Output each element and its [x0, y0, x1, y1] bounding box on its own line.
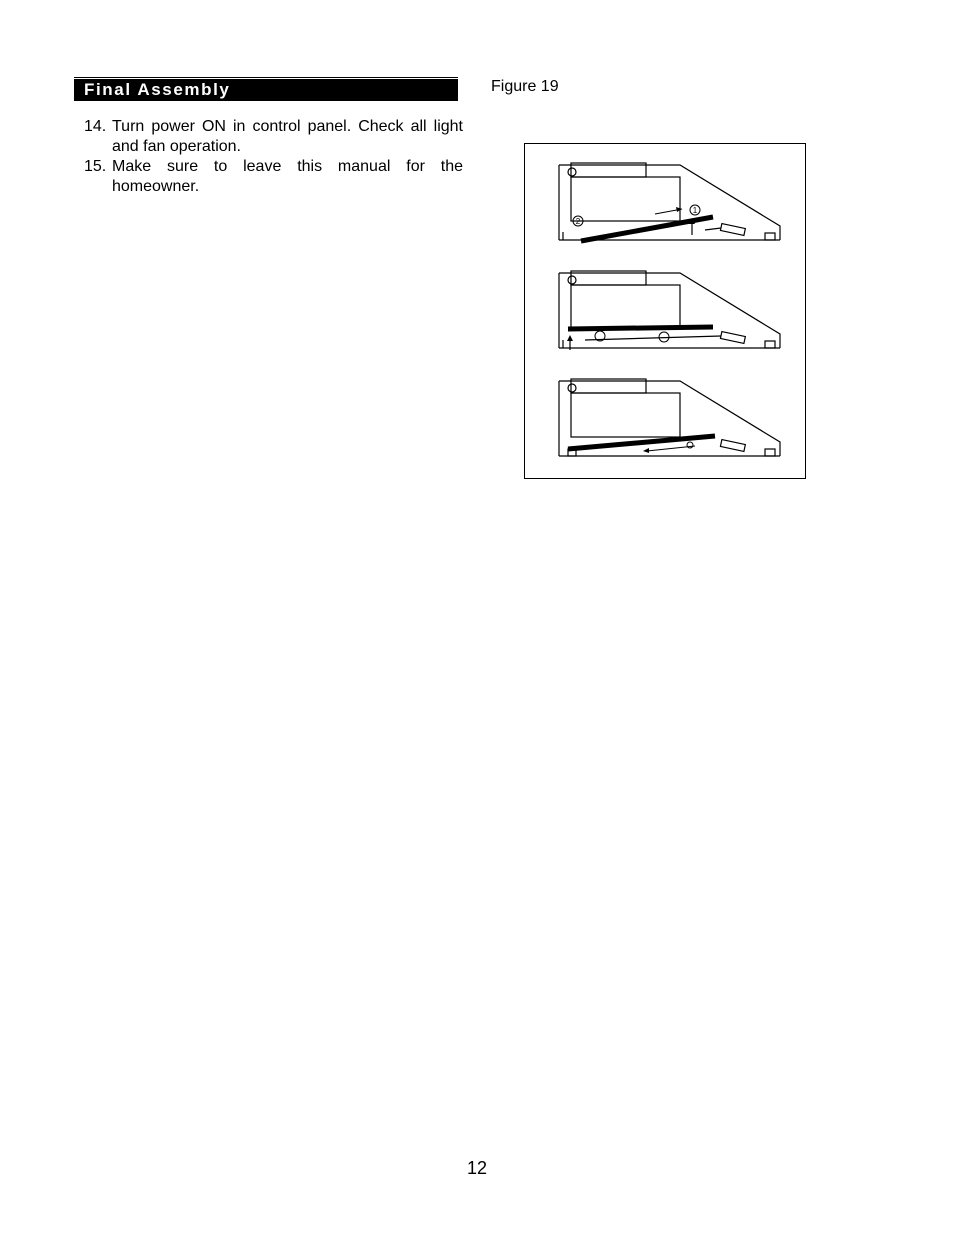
filter-panel-2: [568, 327, 713, 329]
section-header-final-assembly: Final Assembly: [74, 79, 458, 101]
latch-circle: [687, 442, 693, 448]
assembly-steps-list: [80, 117, 463, 197]
figure-19-diagram: [524, 143, 806, 479]
step-number: 14.: [84, 118, 107, 135]
arrow-head: [676, 207, 682, 212]
page-number: 12: [466, 1158, 488, 1178]
range-hood-filter-install-illustration: [525, 144, 804, 477]
step-text: Make sure to leave this manual for the homeowner.: [112, 158, 463, 195]
callout-1-label: 1: [692, 206, 698, 215]
hood-panel-2: [559, 271, 780, 348]
arrow-head: [567, 335, 573, 341]
step-14: [80, 117, 463, 157]
callout-2-label: 2: [575, 217, 581, 226]
step-15: [80, 157, 463, 197]
figure-caption: Figure 19: [491, 78, 559, 95]
step-number: 15.: [84, 158, 107, 175]
section-rule: [74, 77, 458, 78]
arrow-head: [643, 448, 649, 453]
step-text: Turn power ON in control panel. Check all light and fan operation.: [112, 118, 463, 155]
filter-panel-3: [568, 436, 715, 449]
hood-panel-1: [559, 163, 780, 240]
